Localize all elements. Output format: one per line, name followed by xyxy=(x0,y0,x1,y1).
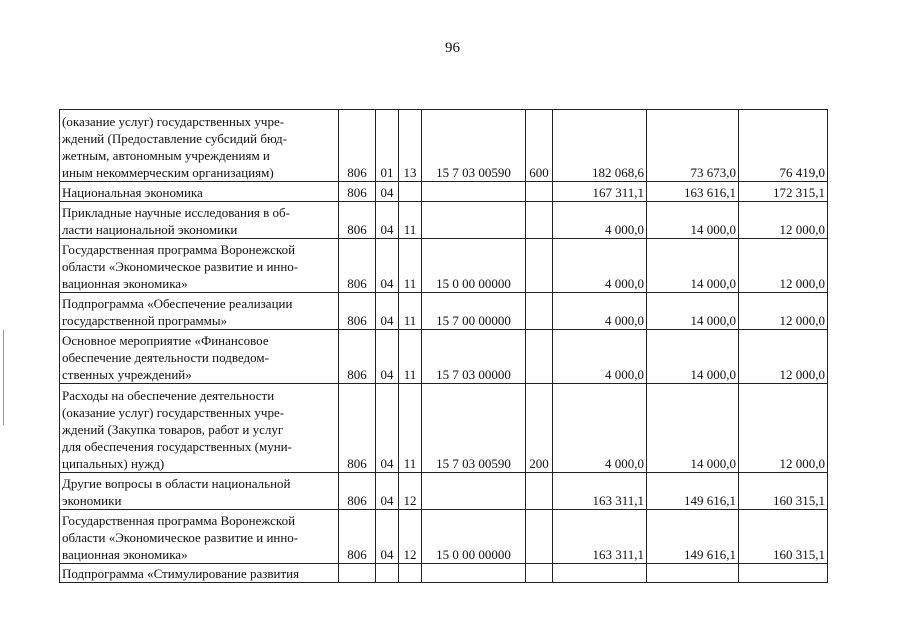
table-row xyxy=(60,110,828,182)
row-label: Подпрограмма «Стимулирование развития xyxy=(60,564,339,583)
department-code: 806 xyxy=(339,239,376,293)
amount-year-2: 149 616,1 xyxy=(647,510,739,564)
expense-type-code xyxy=(526,564,553,583)
table-row xyxy=(60,384,828,473)
amount-year-1: 4 000,0 xyxy=(553,239,647,293)
amount-year-3: 160 315,1 xyxy=(739,510,828,564)
subsection-code xyxy=(399,564,422,583)
section-code: 04 xyxy=(376,473,399,510)
section-code: 04 xyxy=(376,510,399,564)
target-article-code xyxy=(422,473,526,510)
row-label: (оказание услуг) государственных учре- ждений (Предоставление субсидий бюд- жетным, автономным учреждениям и иным некоммерческим организациям) xyxy=(60,110,339,182)
expense-type-code: 600 xyxy=(526,110,553,182)
amount-year-2 xyxy=(647,564,739,583)
row-label: Государственная программа Воронежской области «Экономическое развитие и инно- вационная экономика» xyxy=(60,239,339,293)
department-code: 806 xyxy=(339,182,376,202)
target-article-code: 15 0 00 00000 xyxy=(422,239,526,293)
subsection-code: 12 xyxy=(399,510,422,564)
amount-year-3 xyxy=(739,564,828,583)
expense-type-code xyxy=(526,182,553,202)
amount-year-2: 14 000,0 xyxy=(647,239,739,293)
target-article-code xyxy=(422,564,526,583)
amount-year-2: 14 000,0 xyxy=(647,330,739,384)
amount-year-1: 163 311,1 xyxy=(553,510,647,564)
page-number: 96 xyxy=(445,40,460,56)
row-label: Основное мероприятие «Финансовое обеспечение деятельности подведом- ственных учреждений» xyxy=(60,330,339,384)
table-row xyxy=(60,473,828,510)
amount-year-3: 12 000,0 xyxy=(739,330,828,384)
amount-year-3: 12 000,0 xyxy=(739,384,828,473)
expense-type-code xyxy=(526,293,553,330)
row-label: Расходы на обеспечение деятельности (оказание услуг) государственных учре- ждений (Закупка товаров, работ и услуг для обеспечения государственных (муни- ципальных) нужд) xyxy=(60,384,339,473)
subsection-code: 12 xyxy=(399,473,422,510)
expense-type-code: 200 xyxy=(526,384,553,473)
department-code: 806 xyxy=(339,110,376,182)
department-code: 806 xyxy=(339,510,376,564)
subsection-code: 11 xyxy=(399,384,422,473)
section-code: 04 xyxy=(376,293,399,330)
target-article-code: 15 0 00 00000 xyxy=(422,510,526,564)
department-code: 806 xyxy=(339,330,376,384)
amount-year-2: 14 000,0 xyxy=(647,384,739,473)
amount-year-3: 160 315,1 xyxy=(739,473,828,510)
target-article-code xyxy=(422,202,526,239)
department-code: 806 xyxy=(339,473,376,510)
subsection-code xyxy=(399,182,422,202)
amount-year-2: 14 000,0 xyxy=(647,202,739,239)
amount-year-1: 163 311,1 xyxy=(553,473,647,510)
department-code: 806 xyxy=(339,384,376,473)
table-row xyxy=(60,202,828,239)
section-code: 01 xyxy=(376,110,399,182)
subsection-code: 11 xyxy=(399,293,422,330)
target-article-code: 15 7 03 00590 xyxy=(422,110,526,182)
amount-year-1: 4 000,0 xyxy=(553,384,647,473)
amount-year-1: 4 000,0 xyxy=(553,202,647,239)
expense-type-code xyxy=(526,473,553,510)
amount-year-2: 73 673,0 xyxy=(647,110,739,182)
amount-year-1: 182 068,6 xyxy=(553,110,647,182)
expense-type-code xyxy=(526,202,553,239)
amount-year-3: 12 000,0 xyxy=(739,239,828,293)
amount-year-1: 4 000,0 xyxy=(553,293,647,330)
row-label: Другие вопросы в области национальной экономики xyxy=(60,473,339,510)
row-label: Национальная экономика xyxy=(60,182,339,202)
table-row xyxy=(60,564,828,583)
target-article-code: 15 7 03 00000 xyxy=(422,330,526,384)
amount-year-3: 12 000,0 xyxy=(739,202,828,239)
amount-year-1 xyxy=(553,564,647,583)
target-article-code: 15 7 03 00590 xyxy=(422,384,526,473)
department-code: 806 xyxy=(339,202,376,239)
target-article-code: 15 7 00 00000 xyxy=(422,293,526,330)
amount-year-3: 12 000,0 xyxy=(739,293,828,330)
row-label: Подпрограмма «Обеспечение реализации государственной программы» xyxy=(60,293,339,330)
subsection-code: 13 xyxy=(399,110,422,182)
section-code: 04 xyxy=(376,202,399,239)
expense-type-code xyxy=(526,330,553,384)
subsection-code: 11 xyxy=(399,202,422,239)
expense-type-code xyxy=(526,239,553,293)
section-code xyxy=(376,564,399,583)
amount-year-2: 163 616,1 xyxy=(647,182,739,202)
target-article-code xyxy=(422,182,526,202)
amount-year-3: 76 419,0 xyxy=(739,110,828,182)
table-row xyxy=(60,239,828,293)
amount-year-3: 172 315,1 xyxy=(739,182,828,202)
expense-type-code xyxy=(526,510,553,564)
department-code xyxy=(339,564,376,583)
table-row xyxy=(60,293,828,330)
row-label: Прикладные научные исследования в об- ласти национальной экономики xyxy=(60,202,339,239)
budget-table xyxy=(59,109,828,583)
department-code: 806 xyxy=(339,293,376,330)
amount-year-1: 4 000,0 xyxy=(553,330,647,384)
section-code: 04 xyxy=(376,384,399,473)
section-code: 04 xyxy=(376,182,399,202)
table-row xyxy=(60,330,828,384)
row-label: Государственная программа Воронежской области «Экономическое развитие и инно- вационная экономика» xyxy=(60,510,339,564)
subsection-code: 11 xyxy=(399,239,422,293)
amount-year-2: 149 616,1 xyxy=(647,473,739,510)
section-code: 04 xyxy=(376,239,399,293)
table-row xyxy=(60,182,828,202)
amount-year-1: 167 311,1 xyxy=(553,182,647,202)
scan-artifact-line xyxy=(3,330,4,425)
amount-year-2: 14 000,0 xyxy=(647,293,739,330)
section-code: 04 xyxy=(376,330,399,384)
table-row xyxy=(60,510,828,564)
subsection-code: 11 xyxy=(399,330,422,384)
